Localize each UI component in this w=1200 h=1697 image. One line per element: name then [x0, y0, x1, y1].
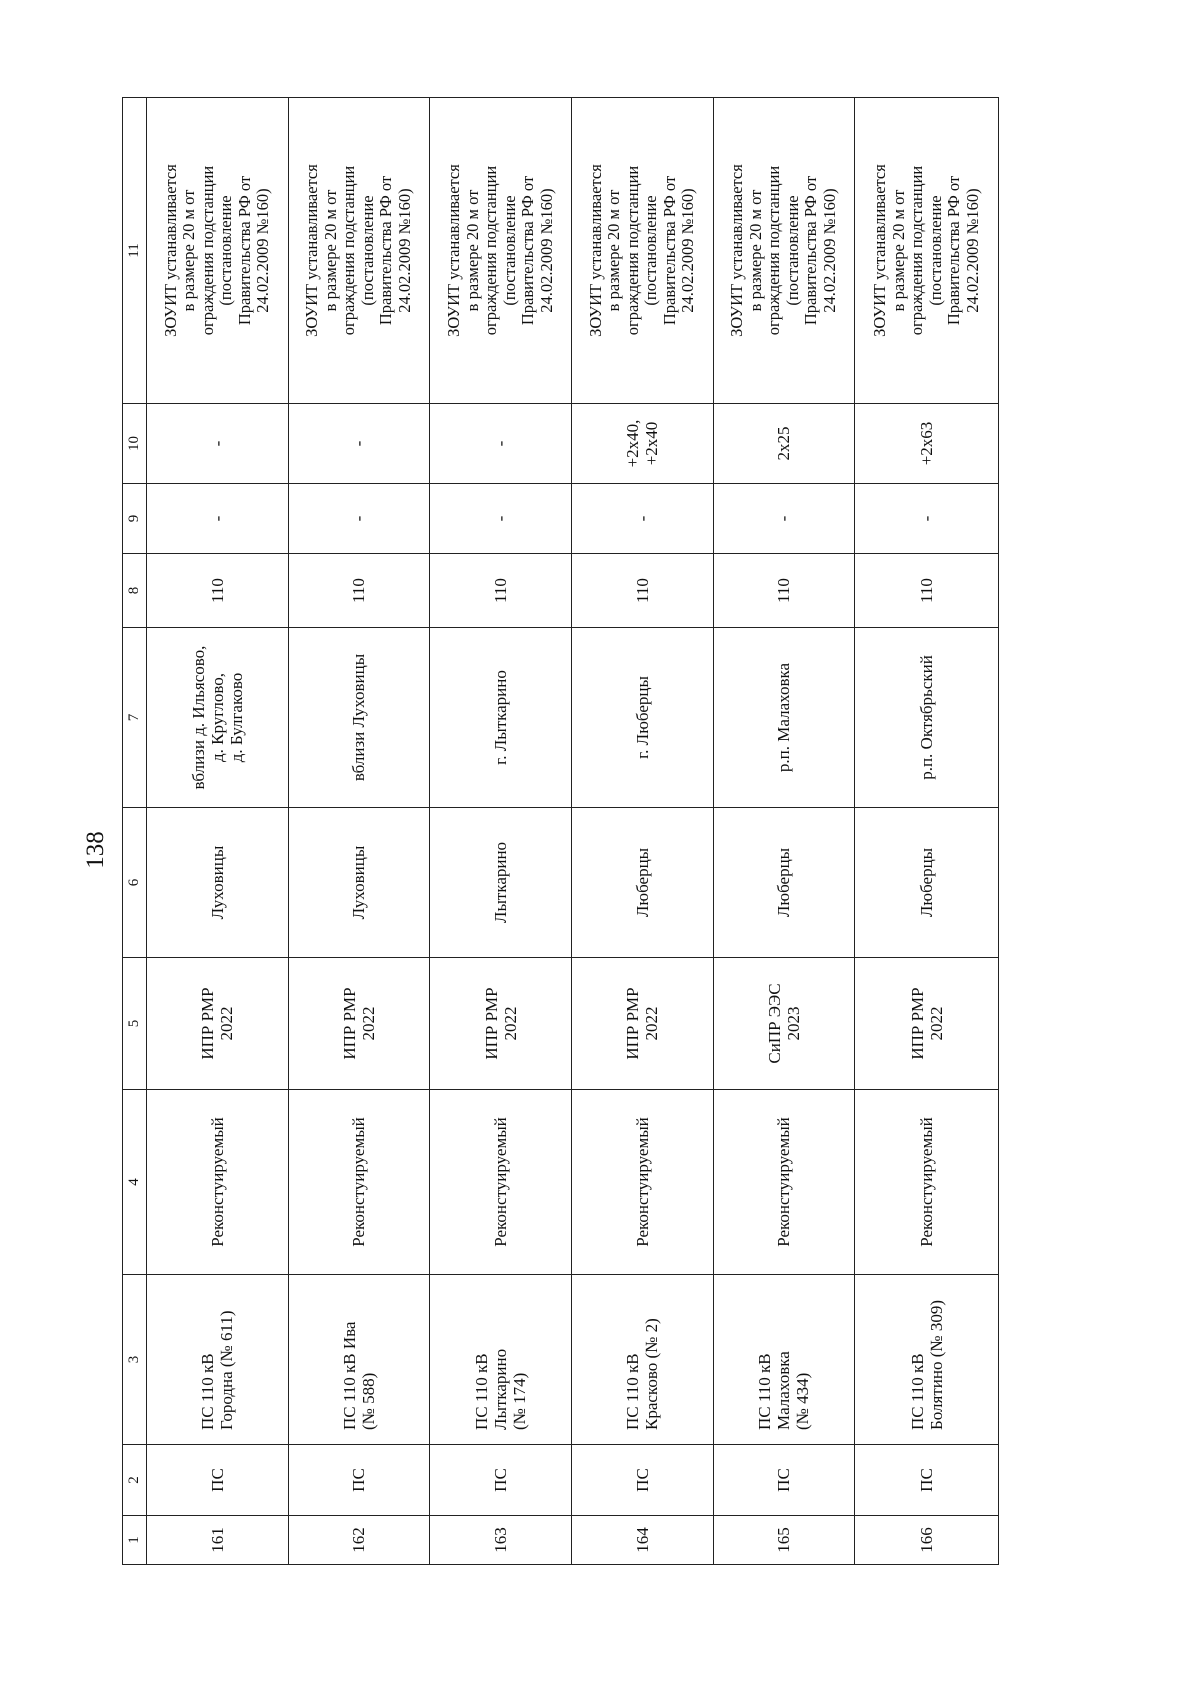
protection-zone-note-line: 24.02.2009 №160): [253, 188, 273, 313]
voltage-kv: 110: [713, 554, 855, 628]
transformer-capacity-line: -: [491, 440, 511, 447]
source-document-line: ИПР РМР: [339, 987, 359, 1060]
protection-zone-note-line: в размере 20 м от: [179, 189, 199, 312]
protection-zone-note-line: Правительства РФ от: [518, 175, 538, 326]
protection-zone-note-line: ЗОУИТ устанавливается: [727, 164, 747, 337]
object-location-line: вблизи Луховицы: [349, 653, 369, 782]
object-name: [571, 1275, 713, 1445]
object-name-line: ПС 110 кВ: [755, 1353, 775, 1430]
transformer-capacity-line: -: [349, 440, 369, 447]
column-header: 5: [123, 958, 147, 1090]
column-9-value: -: [713, 484, 855, 554]
source-document-line: 2022: [642, 1006, 662, 1041]
source-document: [713, 958, 855, 1090]
table-row: [855, 98, 999, 1565]
table-body: [147, 98, 999, 1565]
column-header: 4: [123, 1090, 147, 1275]
object-type: ПС: [571, 1445, 713, 1516]
object-location-line: д. Круглово,: [207, 672, 227, 763]
protection-zone-note-line: Правительства РФ от: [659, 175, 679, 326]
protection-zone-note-line: Правительства РФ от: [234, 175, 254, 326]
transformer-capacity-line: +2х40,: [623, 419, 643, 468]
protection-zone-note: [430, 98, 572, 404]
protection-zone-note-line: ограждения подстанции: [764, 165, 784, 336]
protection-zone-note-line: (постановление: [641, 195, 661, 306]
column-header: 11: [123, 98, 147, 404]
object-name-line: Болятино (№ 309): [926, 1299, 946, 1430]
object-name-line: Малаховка: [774, 1351, 794, 1430]
object-location: [430, 628, 572, 808]
object-name: [713, 1275, 855, 1445]
object-name-line: ПС 110 кВ: [472, 1353, 492, 1430]
object-location: [571, 628, 713, 808]
source-document-line: ИПР РМР: [623, 987, 643, 1060]
object-location: [713, 628, 855, 808]
object-location-line: г. Люберцы: [632, 676, 652, 759]
voltage-kv: 110: [855, 554, 999, 628]
protection-zone-note-line: Правительства РФ от: [944, 175, 964, 326]
municipal-district: Люберцы: [855, 808, 999, 958]
object-location-line: г. Лыткарино: [491, 670, 511, 765]
page-number: 138: [82, 831, 109, 869]
voltage-kv: 110: [430, 554, 572, 628]
protection-zone-note-line: 24.02.2009 №160): [536, 188, 556, 313]
object-status: Реконстуируемый: [571, 1090, 713, 1275]
protection-zone-note-line: ЗОУИТ устанавливается: [585, 164, 605, 337]
transformer-capacity: [571, 404, 713, 484]
row-number: 163: [430, 1516, 572, 1565]
source-document-line: 2022: [358, 1006, 378, 1041]
protection-zone-note-line: 24.02.2009 №160): [819, 188, 839, 313]
source-document: [855, 958, 999, 1090]
protection-zone-note-line: в размере 20 м от: [888, 189, 908, 312]
protection-zone-note-line: ограждения подстанции: [339, 165, 359, 336]
transformer-capacity-line: +2х40: [642, 421, 662, 466]
object-name-line: ПС 110 кВ: [623, 1353, 643, 1430]
object-location-line: р.п. Малаховка: [774, 662, 794, 773]
transformer-capacity: [430, 404, 572, 484]
transformer-capacity-line: +2х63: [917, 421, 937, 466]
protection-zone-note-line: (постановление: [925, 195, 945, 306]
protection-zone-note-line: ЗОУИТ устанавливается: [444, 164, 464, 337]
object-type: ПС: [288, 1445, 430, 1516]
protection-zone-note-line: Правительства РФ от: [801, 175, 821, 326]
municipal-district: Лыткарино: [430, 808, 572, 958]
column-header: 2: [123, 1445, 147, 1516]
protection-zone-note-line: в размере 20 м от: [462, 189, 482, 312]
protection-zone-note-line: ЗОУИТ устанавливается: [870, 164, 890, 337]
source-document: [147, 958, 289, 1090]
header-row: [123, 98, 147, 1565]
column-header: 9: [123, 484, 147, 554]
voltage-kv: 110: [288, 554, 430, 628]
protection-zone-note-line: 24.02.2009 №160): [962, 188, 982, 313]
municipal-district: Люберцы: [571, 808, 713, 958]
protection-zone-note-line: ограждения подстанции: [622, 165, 642, 336]
rotated-table-container: [122, 98, 999, 1565]
voltage-kv: 110: [571, 554, 713, 628]
transformer-capacity: [855, 404, 999, 484]
column-header: 6: [123, 808, 147, 958]
object-status: Реконстуируемый: [713, 1090, 855, 1275]
source-document-line: ИПР РМР: [198, 987, 218, 1060]
table-row: [430, 98, 572, 1565]
object-type: ПС: [855, 1445, 999, 1516]
object-location: [147, 628, 289, 808]
object-status: Реконстуируемый: [147, 1090, 289, 1275]
protection-zone-note-line: (постановление: [216, 195, 236, 306]
object-type: ПС: [147, 1445, 289, 1516]
object-status: Реконстуируемый: [430, 1090, 572, 1275]
municipal-district: Луховицы: [288, 808, 430, 958]
protection-zone-note-line: (постановление: [357, 195, 377, 306]
object-name: [288, 1275, 430, 1445]
transformer-capacity-line: -: [207, 440, 227, 447]
source-document-line: 2022: [217, 1006, 237, 1041]
column-header: 3: [123, 1275, 147, 1445]
object-location-line: д. Булгаково: [226, 672, 246, 763]
protection-zone-note-line: (постановление: [782, 195, 802, 306]
protection-zone-note-line: ограждения подстанции: [907, 165, 927, 336]
protection-zone-note-line: в размере 20 м от: [745, 189, 765, 312]
object-status: Реконстуируемый: [855, 1090, 999, 1275]
protection-zone-note-line: ЗОУИТ устанавливается: [160, 164, 180, 337]
column-9-value: -: [855, 484, 999, 554]
object-name: [855, 1275, 999, 1445]
source-document-line: СиПР ЭЭС: [764, 983, 784, 1064]
source-document-line: 2022: [500, 1006, 520, 1041]
column-header: 8: [123, 554, 147, 628]
protection-zone-note-line: 24.02.2009 №160): [678, 188, 698, 313]
object-name-line: Красково (№ 2): [642, 1318, 662, 1430]
transformer-capacity-line: 2х25: [774, 426, 794, 461]
row-number: 164: [571, 1516, 713, 1565]
table-row: [147, 98, 289, 1565]
protection-zone-note: [855, 98, 999, 404]
object-name-line: Лыткарино: [491, 1348, 511, 1430]
source-document-line: 2022: [926, 1006, 946, 1041]
object-name-line: ПС 110 кВ Ива: [339, 1321, 359, 1430]
row-number: 161: [147, 1516, 289, 1565]
object-name-line: ПС 110 кВ: [198, 1353, 218, 1430]
row-number: 162: [288, 1516, 430, 1565]
object-name: [430, 1275, 572, 1445]
column-header: 7: [123, 628, 147, 808]
protection-zone-note: [713, 98, 855, 404]
object-name-line: ПС 110 кВ: [907, 1353, 927, 1430]
column-9-value: -: [430, 484, 572, 554]
protection-zone-note-line: 24.02.2009 №160): [394, 188, 414, 313]
object-type: ПС: [713, 1445, 855, 1516]
protection-zone-note-line: Правительства РФ от: [376, 175, 396, 326]
protection-zone-note: [571, 98, 713, 404]
object-name-line: Городна (№ 611): [217, 1310, 237, 1430]
object-location-line: р.п. Октябрьский: [917, 655, 937, 780]
object-status: Реконстуируемый: [288, 1090, 430, 1275]
object-type: ПС: [430, 1445, 572, 1516]
column-9-value: -: [571, 484, 713, 554]
transformer-capacity: [713, 404, 855, 484]
municipal-district: Луховицы: [147, 808, 289, 958]
row-number: 166: [855, 1516, 999, 1565]
column-header: 10: [123, 404, 147, 484]
source-document: [430, 958, 572, 1090]
protection-zone-note-line: ограждения подстанции: [197, 165, 217, 336]
source-document: [288, 958, 430, 1090]
table-row: [571, 98, 713, 1565]
object-location: [855, 628, 999, 808]
row-number: 165: [713, 1516, 855, 1565]
column-9-value: -: [288, 484, 430, 554]
protection-zone-note: [147, 98, 289, 404]
protection-zone-note-line: в размере 20 м от: [604, 189, 624, 312]
source-document-line: 2023: [783, 1006, 803, 1041]
protection-zone-note-line: ограждения подстанции: [481, 165, 501, 336]
voltage-kv: 110: [147, 554, 289, 628]
source-document-line: ИПР РМР: [907, 987, 927, 1060]
protection-zone-note-line: ЗОУИТ устанавливается: [302, 164, 322, 337]
source-document: [571, 958, 713, 1090]
table-row: [288, 98, 430, 1565]
object-name-line: (№ 174): [510, 1372, 530, 1430]
protection-zone-note-line: (постановление: [499, 195, 519, 306]
column-header: 1: [123, 1516, 147, 1565]
column-9-value: -: [147, 484, 289, 554]
municipal-district: Люберцы: [713, 808, 855, 958]
transformer-capacity: [288, 404, 430, 484]
protection-zone-note: [288, 98, 430, 404]
object-name-line: (№ 434): [793, 1372, 813, 1430]
substations-table: [122, 97, 999, 1565]
object-location-line: вблизи д. Ильясово,: [188, 645, 208, 790]
transformer-capacity: [147, 404, 289, 484]
object-name: [147, 1275, 289, 1445]
object-name-line: (№ 588): [358, 1372, 378, 1430]
object-location: [288, 628, 430, 808]
source-document-line: ИПР РМР: [481, 987, 501, 1060]
protection-zone-note-line: в размере 20 м от: [320, 189, 340, 312]
table-row: [713, 98, 855, 1565]
